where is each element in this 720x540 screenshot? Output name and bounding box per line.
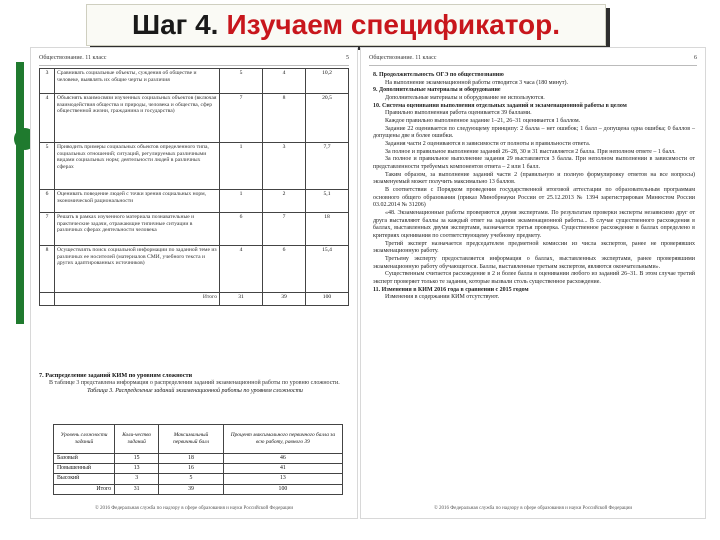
table-row [40, 246, 349, 293]
level-name: Базовый [54, 454, 115, 464]
paragraph: Каждое правильно выполненное задание 1–21, 26–31 оценивается 1 баллом. [385, 118, 581, 125]
specification-table [39, 68, 349, 306]
table-row [40, 190, 349, 213]
row-count: 7 [220, 94, 263, 143]
row-count: 31 [220, 293, 263, 306]
page-header-subject: Обществознание. 11 класс [39, 55, 107, 61]
level-percent: 41 [223, 464, 342, 474]
table-row [40, 94, 349, 143]
paragraph: Дополнительные материалы и оборудование не используются. [385, 95, 545, 102]
column-header: Максимальный первичный балл [159, 425, 224, 454]
section-heading: 8. Продолжительность ОГЭ по обществознанию [373, 72, 504, 78]
paragraph: «48. Экзаменационные работы проверяются двумя экспертами. По результатам проверки эксперты независимо друг от друга выставляют баллы за каждый ответ на задания экзаменационной работы... В случае существенного расхождения в баллах, выставленных двумя экспертами, назначается третья проверка. Существенное расхождение в баллах определено в критериях оценивания по соответствующему учебному предмету. [373, 210, 695, 240]
level-name: Итого [54, 484, 115, 494]
level-count: 31 [115, 484, 159, 494]
row-count: 1 [220, 143, 263, 190]
row-count: 1 [220, 190, 263, 213]
level-count: 15 [115, 454, 159, 464]
level-count: 13 [115, 464, 159, 474]
row-number [40, 293, 55, 306]
row-number: 5 [40, 143, 55, 190]
paragraph: За полное и правильное выполнение задания 29 выставляется 3 балла. При неполном выполнении в зависимости от представленности требуемых компонентов ответа – 2 или 1 балл. [373, 156, 695, 171]
paragraph: Третьему эксперту предоставляется информация о баллах, выставленных экспертами, ранее проверявшими экзаменационную работу обучающегося. Баллы, выставленные третьим экспертом, являются окончательными». [373, 256, 695, 270]
paragraph: Задания части 2 оцениваются в зависимости от полноты и правильности ответа. [385, 141, 591, 148]
row-number: 6 [40, 190, 55, 213]
page-body-text [373, 72, 695, 302]
column-header: Коли-чество заданий [115, 425, 159, 454]
row-text: Итого [55, 293, 220, 306]
level-percent: 100 [223, 484, 342, 494]
document-page-right [360, 47, 706, 519]
row-score: 6 [263, 246, 306, 293]
section-paragraph: В таблице 3 представлена информация о распределении заданий экзаменационной работы по уровню сложности. [49, 379, 340, 386]
section-heading: 7. Распределение заданий КИМ по уровням сложности [39, 372, 193, 379]
table-row [54, 454, 343, 464]
row-number: 7 [40, 213, 55, 246]
row-percent: 18 [306, 213, 349, 246]
level-count: 3 [115, 474, 159, 484]
row-score: 2 [263, 190, 306, 213]
row-percent: 5,1 [306, 190, 349, 213]
row-score: 4 [263, 69, 306, 94]
section-heading: 11. Изменения в КИМ 2016 года в сравнении с 2015 годом [373, 286, 529, 293]
row-percent: 15,4 [306, 246, 349, 293]
table-row [54, 474, 343, 484]
page-number: 6 [694, 55, 697, 61]
row-count: 5 [220, 69, 263, 94]
row-score: 39 [263, 293, 306, 306]
level-percent: 46 [223, 454, 342, 464]
page-footer: © 2016 Федеральная служба по надзору в сфере образования и науки Российской Федерации [94, 505, 294, 511]
paragraph: Третий эксперт назначается председателем предметной комиссии из числа экспертов, ранее не проверявших экзаменационную работу. [373, 240, 695, 255]
level-max: 39 [159, 484, 224, 494]
row-text: Решать в рамках изученного материала познавательные и практические задачи, отражающие типичные ситуации в различных сферах деятельности человека [55, 213, 220, 246]
paragraph: Задание 22 оценивается по следующему принципу: 2 балла – нет ошибок; 1 балл – допущена одна ошибка; 0 баллов – допущены две и более ошибки. [373, 125, 695, 140]
row-count: 4 [220, 246, 263, 293]
paragraph: В соответствии с Порядком проведения государственной итоговой аттестации по образовательным программам основного общего образования (приказ Минобрнауки России от 25.12.2013 № 1394 зарегистрирован Минюстом России 03.02.2014 № 31206) [373, 187, 695, 209]
row-text: Оценивать поведение людей с точки зрения социальных норм, экономической рациональности [55, 190, 220, 213]
decor-bar [16, 62, 24, 324]
section-heading: 10. Система оценивания выполнения отдельных заданий и экзаменационной работы в целом [373, 102, 627, 109]
paragraph: Существенным считается расхождение в 2 и более балла в оценивании любого из заданий 26–31. В этом случае третий эксперт проверяет только те задания, которые вызвали столь существенное расхождение. [373, 271, 695, 286]
row-score: 8 [263, 94, 306, 143]
table-row-total [54, 484, 343, 494]
page-header [369, 55, 697, 66]
page-footer: © 2016 Федеральная служба по надзору в сфере образования и науки Российской Федерации [433, 505, 633, 511]
row-text: Сравнивать социальные объекты, суждения об обществе и человеке, выявлять их общие черты и различия [55, 69, 220, 94]
table-header-row [54, 425, 343, 454]
level-max: 18 [159, 454, 224, 464]
row-count: 6 [220, 213, 263, 246]
table-row [40, 143, 349, 190]
column-header: Уровень сложности заданий [54, 425, 115, 454]
table-caption: Таблица 3. Распределение заданий экзаменационной работы по уровням сложности [87, 388, 303, 395]
row-number: 4 [40, 94, 55, 143]
paragraph: Изменения в содержании КИМ отсутствуют. [385, 294, 500, 301]
page-header [39, 55, 349, 66]
table-row [40, 213, 349, 246]
level-max: 5 [159, 474, 224, 484]
paragraph: На выполнение экзаменационной работы отводится 3 часа (180 минут). [385, 79, 569, 86]
row-text: Объяснять взаимосвязи изученных социальных объектов (включая взаимодействия общества и природы, человека и общества, сфер общественной жизни, гражданина и государства) [55, 94, 220, 143]
row-percent: 100 [306, 293, 349, 306]
table-row-total [40, 293, 349, 306]
table-row [40, 69, 349, 94]
title-prefix: Шаг 4. [131, 9, 219, 40]
row-score: 3 [263, 143, 306, 190]
level-name: Высокий [54, 474, 115, 484]
document-page-left [30, 47, 358, 519]
row-text: Осуществлять поиск социальной информации по заданной теме из различных ее носителей (материалов СМИ, учебного текста и других адаптированных источников) [55, 246, 220, 293]
row-percent: 20,5 [306, 94, 349, 143]
row-percent: 7,7 [306, 143, 349, 190]
level-name: Повышенный [54, 464, 115, 474]
page-number: 5 [346, 55, 349, 61]
section-7 [39, 372, 351, 396]
title-main: Изучаем спецификатор. [226, 9, 561, 40]
paragraph: За полное и правильное выполнение заданий 26–28, 30 и 31 выставляется 2 балла. При неполном ответе – 1 балл. [385, 148, 676, 155]
level-percent: 13 [223, 474, 342, 484]
level-max: 16 [159, 464, 224, 474]
column-header: Процент максимального первичного балла за всю работу, равного 39 [223, 425, 342, 454]
table-row [54, 464, 343, 474]
row-score: 7 [263, 213, 306, 246]
paragraph: Таким образом, за выполнение заданий части 2 (правильную и полную формулировку ответов на все вопросы) экзаменуемый может получить максимально 13 баллов. [373, 171, 695, 186]
row-percent: 10,2 [306, 69, 349, 94]
row-number: 8 [40, 246, 55, 293]
row-text: Приводить примеры социальных объектов определенного типа, социальных отношений; ситуаций, регулируемых различными видами социальных норм; деятельности людей в различных сферах [55, 143, 220, 190]
page-header-subject: Обществознание. 11 класс [369, 55, 437, 61]
paragraph: Правильно выполненная работа оценивается 39 баллами. [385, 110, 532, 117]
difficulty-table [53, 424, 343, 495]
slide-title [86, 4, 606, 46]
row-number: 3 [40, 69, 55, 94]
section-heading: 9. Дополнительные материалы и оборудование [373, 87, 501, 94]
